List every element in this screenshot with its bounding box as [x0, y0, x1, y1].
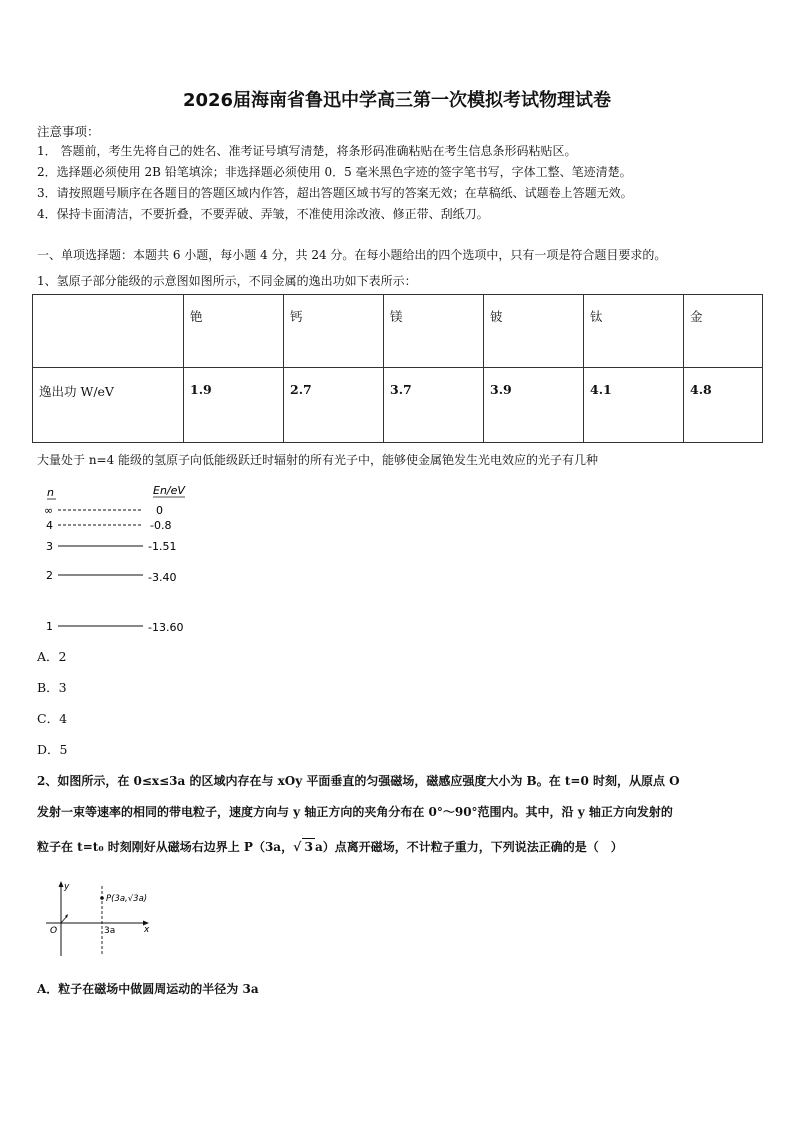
- table-header-cell: 金: [684, 295, 763, 368]
- table-cell: 1.9: [184, 368, 284, 443]
- energy-axis-label: En/eV: [153, 484, 185, 497]
- table-cell: 4.1: [584, 368, 684, 443]
- notice-item-1: 1． 答题前，考生先将自己的姓名、准考证号填写清楚，将条形码准确粘贴在考生信息条形码粘贴区。: [37, 144, 577, 158]
- q1-option-b[interactable]: B．3: [37, 680, 67, 695]
- origin-label: O: [50, 926, 58, 936]
- table-cell: 3.9: [484, 368, 584, 443]
- sqrt-expression: √ 3: [293, 839, 314, 854]
- level-e-2: -3.40: [148, 571, 177, 584]
- x-axis-label: x: [144, 925, 150, 935]
- notice-item-2: 2．选择题必须使用 2B 铅笔填涂；非选择题必须使用 0．5 毫米黑色字迹的签字笔书写，字体工整、笔迹清楚。: [37, 165, 632, 179]
- table-header-cell: 铍: [484, 295, 584, 368]
- q1-option-a[interactable]: A．2: [37, 649, 67, 664]
- q2-line-2: 发射一束等速率的相同的带电粒子，速度方向与 y 轴正方向的夹角分布在 0°～90°范围内。其中，沿 y 轴正方向发射的: [37, 805, 673, 819]
- notice-item-3: 3．请按照题号顺序在各题目的答题区域内作答，超出答题区域书写的答案无效；在草稿纸、试题卷上答题无效。: [37, 186, 633, 200]
- level-e-1: -13.60: [148, 621, 184, 634]
- table-cell: 4.8: [684, 368, 763, 443]
- table-row-label: 逸出功 W/eV: [33, 368, 184, 443]
- level-n-2: 2: [46, 569, 53, 582]
- table-cell: 2.7: [284, 368, 384, 443]
- table-header-cell: 铯: [184, 295, 284, 368]
- level-e-4: -0.8: [150, 519, 172, 532]
- notice-item-4: 4．保持卡面清洁，不要折叠，不要弄破、弄皱，不准使用涂改液、修正带、刮纸刀。: [37, 207, 489, 221]
- boundary-label: 3a: [104, 926, 116, 936]
- y-axis-arrow: [59, 881, 64, 887]
- q2-line-3-part-a: 粒子在 t=t₀ 时刻刚好从磁场右边界上 P（3a，: [37, 840, 294, 854]
- level-e-inf: 0: [156, 504, 163, 517]
- point-p-label: P(3a,√3a): [106, 894, 148, 904]
- n-axis-label: n: [47, 486, 54, 499]
- section-heading: 一、单项选择题：本题共 6 小题，每小题 4 分，共 24 分。在每小题给出的四个选项中，只有一项是符合题目要求的。: [37, 248, 667, 262]
- sqrt-radicand: 3: [304, 839, 314, 854]
- q2-line-1: 2、如图所示，在 0≤x≤3a 的区域内存在与 xOy 平面垂直的匀强磁场，磁感应强度大小为 B。在 t=0 时刻，从原点 O: [37, 774, 680, 788]
- q2-option-a[interactable]: A．粒子在磁场中做圆周运动的半径为 3a: [37, 982, 259, 996]
- table-cell: 3.7: [384, 368, 484, 443]
- energy-level-diagram: [40, 478, 200, 640]
- q2-line-3-part-b: a）点离开磁场，不计粒子重力，下列说法正确的是（ ）: [315, 840, 623, 854]
- y-axis-label: y: [64, 882, 70, 892]
- table-header-cell: 钛: [584, 295, 684, 368]
- magnetic-field-diagram: [40, 878, 170, 960]
- level-n-1: 1: [46, 620, 53, 633]
- level-n-3: 3: [46, 540, 53, 553]
- q2-line-3: [37, 838, 623, 855]
- level-n-inf: ∞: [44, 504, 54, 517]
- q1-option-c[interactable]: C．4: [37, 711, 68, 726]
- table-header-cell: 镁: [384, 295, 484, 368]
- point-p: [100, 896, 104, 900]
- q1-option-d[interactable]: D．5: [37, 742, 68, 757]
- table-header-cell: [33, 295, 184, 368]
- work-function-table: [32, 294, 763, 443]
- notice-heading: 注意事项：: [37, 124, 100, 139]
- page-title: 2026届海南省鲁迅中学高三第一次模拟考试物理试卷: [182, 90, 612, 111]
- q1-question: 大量处于 n=4 能级的氢原子向低能级跃迁时辐射的所有光子中，能够使金属铯发生光电效应的光子有几种: [37, 453, 599, 467]
- q1-stem: 1、氢原子部分能级的示意图如图所示，不同金属的逸出功如下表所示：: [37, 274, 417, 288]
- table-header-cell: 钙: [284, 295, 384, 368]
- level-e-3: -1.51: [148, 540, 177, 553]
- level-n-4: 4: [46, 519, 53, 532]
